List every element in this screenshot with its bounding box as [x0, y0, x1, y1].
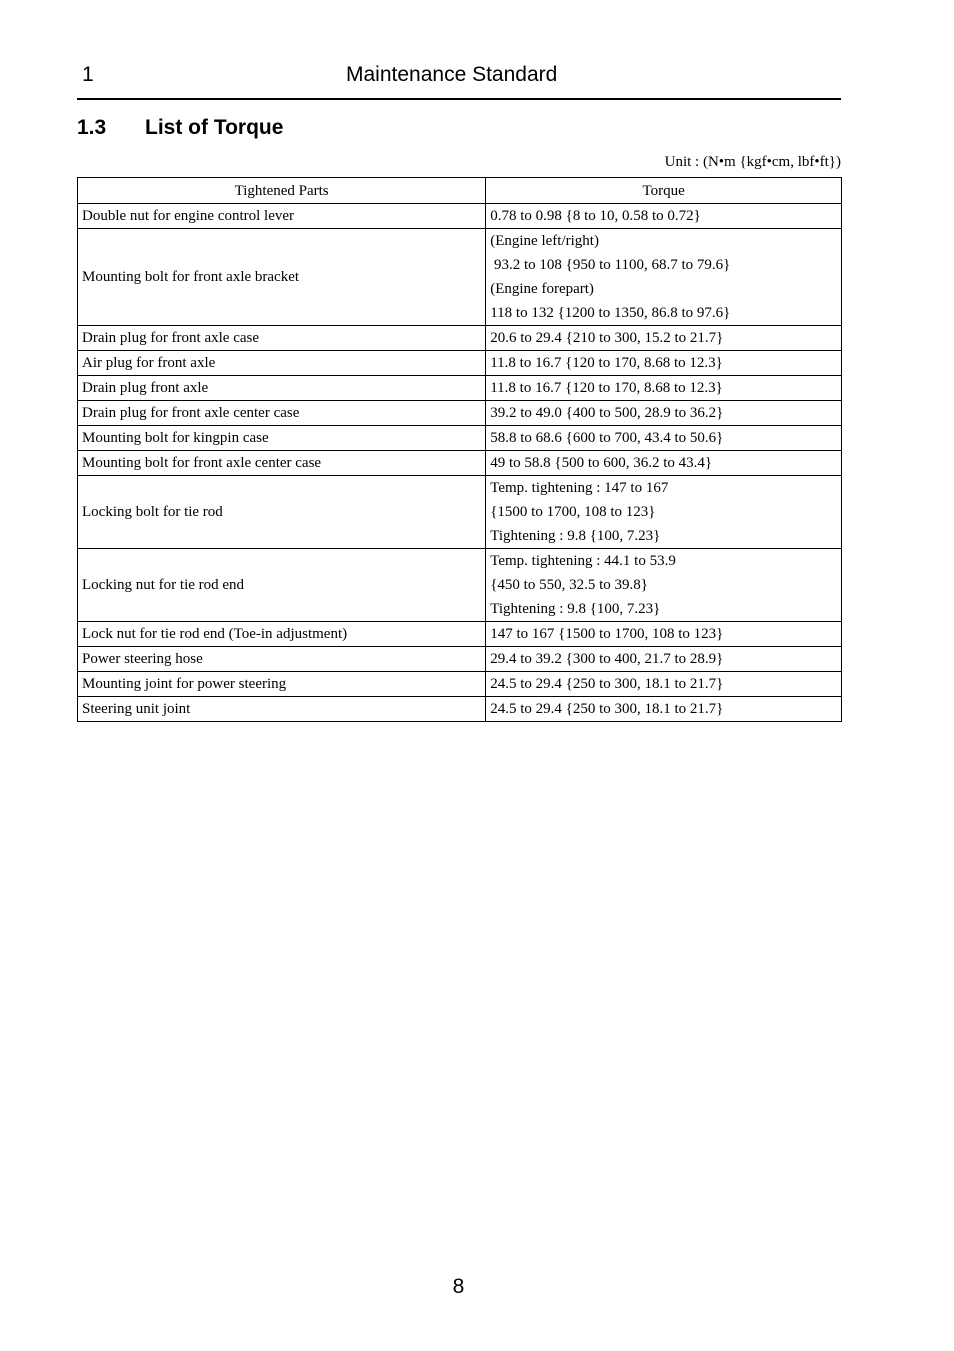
torque-value-line: 118 to 132 {1200 to 1350, 86.8 to 97.6}	[490, 305, 731, 321]
unit-note: Unit : (N•m {kgf•cm, lbf•ft})	[664, 154, 841, 170]
torque-value-line: Temp. tightening : 147 to 167	[490, 480, 669, 496]
page-number: 8	[452, 1275, 465, 1298]
tightened-part-cell: Drain plug front axle	[78, 376, 486, 401]
table-row	[78, 426, 842, 451]
table-row	[78, 549, 842, 622]
table-row	[78, 697, 842, 722]
table-row	[78, 401, 842, 426]
torque-cell	[486, 549, 842, 622]
torque-value-line: 29.4 to 39.2 {300 to 400, 21.7 to 28.9}	[490, 651, 724, 667]
table-row	[78, 204, 842, 229]
tightened-part-cell: Mounting bolt for front axle bracket	[78, 229, 486, 326]
torque-cell	[486, 622, 842, 647]
tightened-part-cell: Mounting bolt for kingpin case	[78, 426, 486, 451]
chapter-title: Maintenance Standard	[346, 63, 558, 86]
torque-value-line: {1500 to 1700, 108 to 123}	[490, 504, 656, 520]
table-row	[78, 229, 842, 326]
tightened-part-cell: Steering unit joint	[78, 697, 486, 722]
torque-cell	[486, 451, 842, 476]
tightened-part-cell: Mounting joint for power steering	[78, 672, 486, 697]
torque-table	[77, 177, 842, 722]
torque-value-line: 24.5 to 29.4 {250 to 300, 18.1 to 21.7}	[490, 676, 724, 692]
torque-value-line: {450 to 550, 32.5 to 39.8}	[490, 577, 648, 593]
torque-cell	[486, 204, 842, 229]
table-row	[78, 647, 842, 672]
table-row	[78, 326, 842, 351]
tightened-part-cell: Power steering hose	[78, 647, 486, 672]
table-row	[78, 351, 842, 376]
section-number: 1.3	[77, 116, 107, 139]
torque-cell	[486, 326, 842, 351]
torque-cell	[486, 229, 842, 326]
tightened-part-cell: Drain plug for front axle case	[78, 326, 486, 351]
section-title: List of Torque	[145, 116, 284, 139]
torque-cell	[486, 426, 842, 451]
torque-cell	[486, 351, 842, 376]
torque-value-line: Temp. tightening : 44.1 to 53.9	[490, 553, 676, 569]
torque-value-line: (Engine left/right)	[490, 233, 599, 249]
torque-cell	[486, 647, 842, 672]
torque-value-line: 20.6 to 29.4 {210 to 300, 15.2 to 21.7}	[490, 330, 724, 346]
torque-table-body	[78, 204, 842, 722]
torque-cell	[486, 476, 842, 549]
tightened-part-cell: Air plug for front axle	[78, 351, 486, 376]
column-header-tightened-parts: Tightened Parts	[78, 178, 486, 204]
column-header-torque: Torque	[486, 178, 842, 204]
chapter-header	[77, 60, 841, 100]
tightened-part-cell: Lock nut for tie rod end (Toe-in adjustment)	[78, 622, 486, 647]
tightened-part-cell: Locking bolt for tie rod	[78, 476, 486, 549]
table-header-row	[78, 178, 842, 204]
torque-cell	[486, 401, 842, 426]
table-row	[78, 376, 842, 401]
torque-cell	[486, 376, 842, 401]
torque-value-line: 93.2 to 108 {950 to 1100, 68.7 to 79.6}	[490, 257, 731, 273]
torque-value-line: 147 to 167 {1500 to 1700, 108 to 123}	[490, 626, 724, 642]
torque-cell	[486, 697, 842, 722]
torque-value-line: Tightening : 9.8 {100, 7.23}	[490, 601, 661, 617]
torque-value-line: 11.8 to 16.7 {120 to 170, 8.68 to 12.3}	[490, 380, 723, 396]
chapter-number: 1	[82, 63, 94, 86]
torque-value-line: (Engine forepart)	[490, 281, 594, 297]
table-row	[78, 476, 842, 549]
torque-cell	[486, 672, 842, 697]
torque-value-line: 49 to 58.8 {500 to 600, 36.2 to 43.4}	[490, 455, 713, 471]
torque-value-line: 11.8 to 16.7 {120 to 170, 8.68 to 12.3}	[490, 355, 723, 371]
torque-value-line: Tightening : 9.8 {100, 7.23}	[490, 528, 661, 544]
tightened-part-cell: Mounting bolt for front axle center case	[78, 451, 486, 476]
table-row	[78, 672, 842, 697]
tightened-part-cell: Double nut for engine control lever	[78, 204, 486, 229]
tightened-part-cell: Drain plug for front axle center case	[78, 401, 486, 426]
torque-value-line: 0.78 to 0.98 {8 to 10, 0.58 to 0.72}	[490, 208, 701, 224]
torque-value-line: 39.2 to 49.0 {400 to 500, 28.9 to 36.2}	[490, 405, 724, 421]
torque-value-line: 58.8 to 68.6 {600 to 700, 43.4 to 50.6}	[490, 430, 724, 446]
torque-value-line: 24.5 to 29.4 {250 to 300, 18.1 to 21.7}	[490, 701, 724, 717]
table-row	[78, 622, 842, 647]
tightened-part-cell: Locking nut for tie rod end	[78, 549, 486, 622]
table-row	[78, 451, 842, 476]
